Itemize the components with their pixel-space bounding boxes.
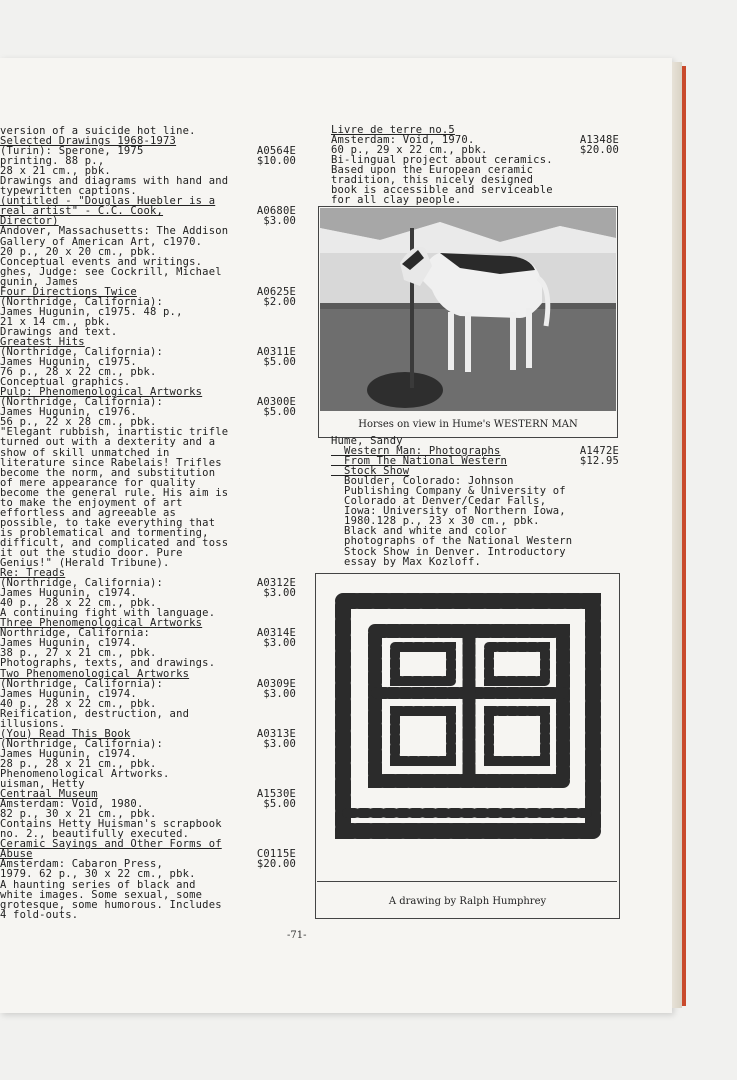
entry-code-price: A0312E xyxy=(256,577,296,590)
entry-code-price: $3.00 xyxy=(263,637,296,650)
entry-code-price: A1530E xyxy=(256,788,296,801)
entry-text: book is accessible and serviceable xyxy=(331,184,553,197)
entry-text: James Hugunin, c1974. xyxy=(0,637,137,650)
entry-text: James Hugunin, c1975. 48 p., xyxy=(0,305,183,318)
entry-code-price: A0680E xyxy=(256,205,296,218)
entry-text: From The National Western xyxy=(331,455,508,468)
entry-text: 20 p., 20 x 20 cm., pbk. xyxy=(0,245,157,258)
entry-text: (Northridge, California): xyxy=(0,677,164,690)
entry-code-price: $3.00 xyxy=(263,215,296,228)
entry-text: A haunting series of black and xyxy=(0,878,196,891)
horse-photograph xyxy=(320,208,616,411)
entry-text: gunin, James xyxy=(0,275,79,288)
humphrey-drawing xyxy=(317,575,617,882)
entry-code-price: A0309E xyxy=(256,677,296,690)
entry-code-price: A0300E xyxy=(256,396,296,409)
entry-text: Conceptual graphics. xyxy=(0,376,131,389)
catalog-line xyxy=(331,195,623,205)
entry-text: Selected Drawings 1968-1973 xyxy=(0,135,177,148)
entry-text: of mere appearance for quality xyxy=(0,476,196,489)
entry-code-price: $20.00 xyxy=(579,144,619,157)
figure-caption-horses: Horses on view in Hume's WESTERN MAN xyxy=(358,419,578,430)
entry-code-price: A1472E xyxy=(579,445,619,458)
entry-code-price: $5.00 xyxy=(263,406,296,419)
entry-text: Western Man: Photographs xyxy=(331,445,501,458)
entry-text: 56 p., 22 x 28 cm., pbk. xyxy=(0,416,157,429)
entry-code-price: C0115E xyxy=(256,848,296,861)
entry-code-price: $3.00 xyxy=(263,737,296,750)
entry-text: to make the enjoyment of art xyxy=(0,496,183,509)
entry-text: ghes, Judge: see Cockrill, Michael xyxy=(0,265,222,278)
entry-text: it out the studio door. Pure xyxy=(0,546,183,559)
entry-code-price: $5.00 xyxy=(263,356,296,369)
entry-text: turned out with a dexterity and a xyxy=(0,436,216,449)
entry-text: grotesque, some humorous. Includes xyxy=(0,898,222,911)
entry-text: Gallery of American Art, c1970. xyxy=(0,235,203,248)
entry-text: Livre de terre no.5 xyxy=(331,124,455,136)
entry-text: for all clay people. xyxy=(331,194,462,207)
entry-text: show of skill unmatched in xyxy=(0,446,170,459)
entry-code-price: A1348E xyxy=(579,134,619,147)
entry-text: tradition, this nicely designed xyxy=(331,174,534,187)
entry-text: Pulp: Phenomenological Artworks xyxy=(0,386,203,399)
entry-text: 1979. 62 p., 30 x 22 cm., pbk. xyxy=(0,868,196,881)
entry-text: 21 x 14 cm., pbk. xyxy=(0,315,111,328)
entry-text: A continuing fight with language. xyxy=(0,607,216,620)
entry-text: Bi-lingual project about ceramics. xyxy=(331,154,553,167)
entry-text: (You) Read This Book xyxy=(0,727,131,740)
entry-text: Greatest Hits xyxy=(0,335,85,348)
entry-text: real artist" - C.C. Cook, xyxy=(0,205,164,218)
entry-text: 1980.128 p., 23 x 30 cm., pbk. xyxy=(331,515,540,528)
entry-text: James Hugunin, c1976. xyxy=(0,406,137,419)
entry-text: 60 p., 29 x 22 cm., pbk. xyxy=(331,144,488,157)
entry-text: Reification, destruction, and xyxy=(0,707,190,720)
entry-text: Black and white and color xyxy=(331,525,508,538)
entry-text: Stock Show in Denver. Introductory xyxy=(331,545,566,558)
entry-text: (Northridge, California): xyxy=(0,577,164,590)
entry-code-price: $20.00 xyxy=(256,858,296,871)
entry-text: photographs of the National Western xyxy=(331,535,573,548)
entry-text: Boulder, Colorado: Johnson xyxy=(331,475,514,488)
entry-text: Drawings and diagrams with hand and xyxy=(0,175,229,188)
entry-text: (Turin): Sperone, 1975 xyxy=(0,145,144,158)
entry-code-price: $10.00 xyxy=(256,155,296,168)
entry-text: Genius!" (Herald Tribune). xyxy=(0,557,170,570)
entry-text: is problematical and tormenting, xyxy=(0,526,209,539)
catalog-line xyxy=(0,839,300,849)
entry-text: Publishing Company & University of xyxy=(331,485,566,498)
entry-text: illusions. xyxy=(0,717,66,730)
right-column-middle xyxy=(331,436,623,567)
entry-text: Abuse xyxy=(0,848,33,861)
entry-text: effortless and agreeable as xyxy=(0,506,177,519)
entry-text: (untitled - "Douglas Huebler is a xyxy=(0,195,216,208)
entry-text: (Northridge, California): xyxy=(0,346,164,359)
entry-text: Based upon the European ceramic xyxy=(331,164,534,177)
entry-code-price: $2.00 xyxy=(263,295,296,308)
entry-text: Three Phenomenological Artworks xyxy=(0,617,203,630)
entry-text: 4 fold-outs. xyxy=(0,908,79,921)
entry-text: James Hugunin, c1975. xyxy=(0,356,137,369)
right-column-top xyxy=(331,125,623,205)
entry-text: essay by Max Kozloff. xyxy=(331,555,481,568)
left-column xyxy=(0,126,300,920)
entry-code-price: A0313E xyxy=(256,727,296,740)
entry-text: (Northridge, California): xyxy=(0,396,164,409)
entry-text: Contains Hetty Huisman's scrapbook xyxy=(0,818,222,831)
figure-drawing xyxy=(315,573,620,919)
entry-text: Centraal Museum xyxy=(0,788,98,801)
entry-text: Hume, Sandy xyxy=(331,435,403,447)
entry-text: printing. 88 p., xyxy=(0,155,105,168)
entry-text: white images. Some sexual, some xyxy=(0,888,203,901)
page-number: -71- xyxy=(287,930,307,941)
entry-text: Photographs, texts, and drawings. xyxy=(0,657,216,670)
figure-caption-drawing: A drawing by Ralph Humphrey xyxy=(388,896,547,907)
entry-text: uisman, Hetty xyxy=(0,778,85,791)
figure-horse-photo xyxy=(318,206,618,438)
entry-text: possible, to take everything that xyxy=(0,516,216,529)
entry-text: James Hugunin, c1974. xyxy=(0,587,137,600)
entry-text: 38 p., 27 x 21 cm., pbk. xyxy=(0,647,157,660)
entry-text: Ceramic Sayings and Other Forms of xyxy=(0,838,222,851)
entry-text: Two Phenomenological Artworks xyxy=(0,667,190,680)
entry-code-price: $3.00 xyxy=(263,687,296,700)
entry-text: James Hugunin, c1974. xyxy=(0,687,137,700)
entry-text: difficult, and complicated and toss xyxy=(0,536,229,549)
entry-text: Iowa: University of Northern Iowa, xyxy=(331,505,566,518)
entry-text: Amsterdam: Void, 1980. xyxy=(0,798,144,811)
entry-text: James Hugunin, c1974. xyxy=(0,747,137,760)
entry-text: Conceptual events and writings. xyxy=(0,255,203,268)
entry-code-price: A0564E xyxy=(256,145,296,158)
entry-code-price: $5.00 xyxy=(263,798,296,811)
entry-text: Four Directions Twice xyxy=(0,285,137,298)
entry-text: Northridge, California: xyxy=(0,627,150,640)
catalog-line xyxy=(331,557,623,567)
entry-code-price: A0314E xyxy=(256,627,296,640)
entry-code-price: $12.95 xyxy=(579,455,619,468)
catalog-line xyxy=(0,910,300,920)
page-edge xyxy=(672,62,682,1008)
entry-text: Amsterdam: Cabaron Press, xyxy=(0,858,164,871)
entry-text: Drawings and text. xyxy=(0,325,118,338)
entry-text: 40 p., 28 x 22 cm., pbk. xyxy=(0,697,157,710)
entry-text: "Elegant rubbish, inartistic trifle xyxy=(0,426,229,439)
entry-text: Amsterdam: Void, 1970. xyxy=(331,134,475,147)
entry-text: 28 p., 28 x 21 cm., pbk. xyxy=(0,757,157,770)
entry-text: Stock Show xyxy=(331,465,410,478)
entry-text: version of a suicide hot line. xyxy=(0,125,196,137)
entry-text: (Northridge, California): xyxy=(0,295,164,308)
entry-text: 40 p., 28 x 22 cm., pbk. xyxy=(0,597,157,610)
entry-code-price: A0625E xyxy=(256,285,296,298)
entry-text: become the norm, and substitution xyxy=(0,466,216,479)
entry-text: Phenomenological Artworks. xyxy=(0,768,170,780)
entry-text: Colorado at Denver/Cedar Falls, xyxy=(331,495,547,508)
entry-text: Re: Treads xyxy=(0,567,66,580)
entry-text: 76 p., 28 x 22 cm., pbk. xyxy=(0,366,157,379)
entry-text: 28 x 21 cm., pbk. xyxy=(0,165,111,178)
entry-text: 82 p., 30 x 21 cm., pbk. xyxy=(0,808,157,821)
entry-text: Director) xyxy=(0,215,59,228)
entry-text: become the general rule. His aim is xyxy=(0,486,229,499)
red-cover-edge xyxy=(682,66,686,1006)
entry-text: literature since Rabelais! Trifles xyxy=(0,456,222,469)
entry-text: no. 2., beautifully executed. xyxy=(0,828,190,841)
entry-code-price: A0311E xyxy=(256,346,296,359)
entry-text: (Northridge, California): xyxy=(0,737,164,750)
entry-text: Andover, Massachusetts: The Addison xyxy=(0,225,229,238)
entry-text: typewritten captions. xyxy=(0,185,137,198)
entry-code-price: $3.00 xyxy=(263,587,296,600)
